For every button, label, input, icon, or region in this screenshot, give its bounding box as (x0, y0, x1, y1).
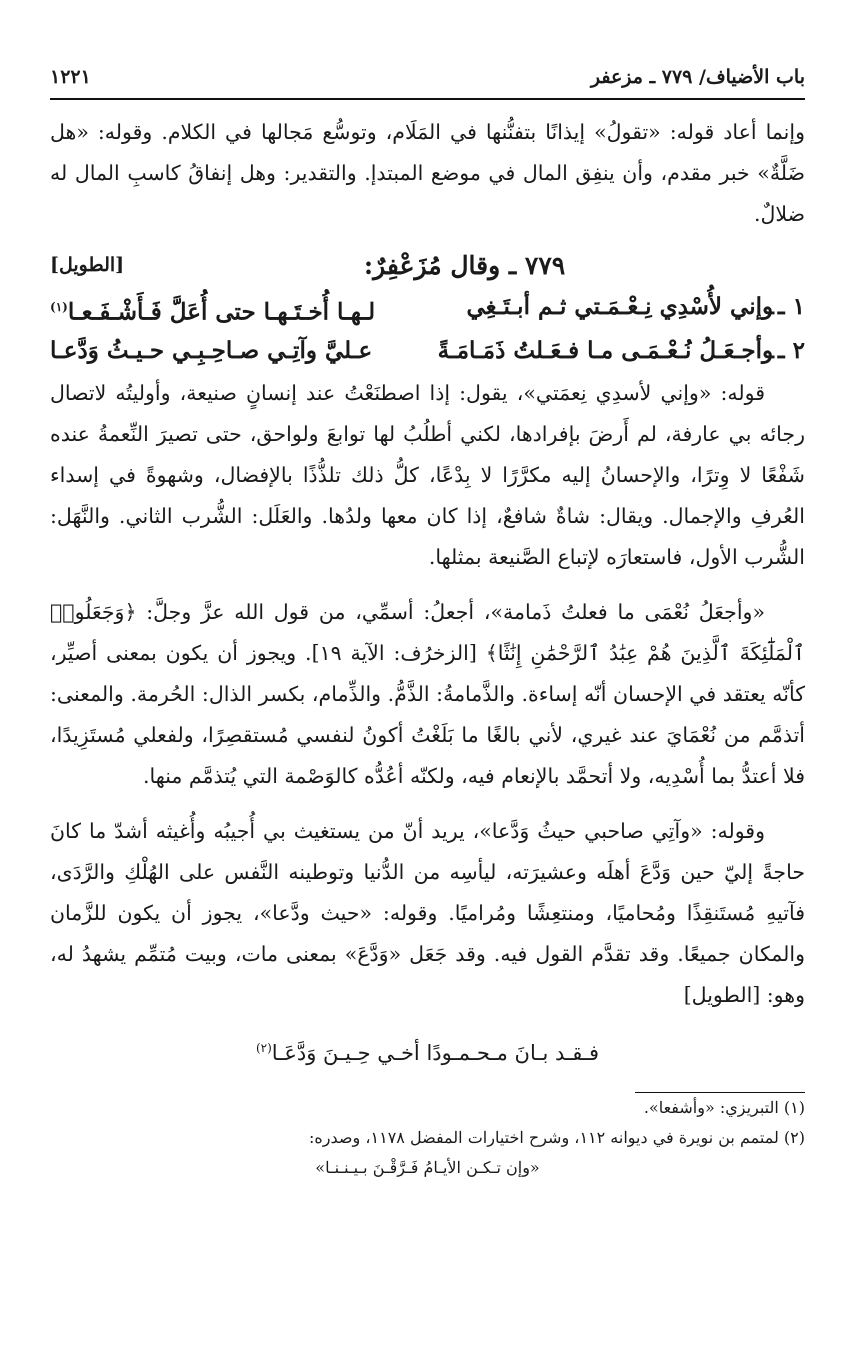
poem-meter: [الطويل] (50, 254, 125, 276)
verse-1 (50, 285, 805, 329)
verse-2-second-hemistich (50, 329, 372, 373)
paragraph-commentary-1: قوله: «وإني لأسدِي نِعمَتي»، يقول: إذا اصطنَعْتُ عند إنسانٍ صنيعة، وأوليتُه لاتصال رجائه بي عارفة، لم أَرضَ بإفرادها، لكني أطلُبُ لها توابعَ ولواحق، حتى تصيرَ النِّعمةُ عنده شَفْعًا لا وِترًا، والإحسانُ إليه مكرَّرًا لا بِدْعًا، كلُّ ذلك تلذُّذًا بالإفضال، وشهوةً في إسداء العُرفِ والإجمال. ويقال: شاةٌ شافعٌ، إذا كان معها ولدُها. والعَلَل: الشُّرب الثاني. والنَّهَل: الشُّرب الأول، فاستعارَه لإتباع الصَّنيعة بمثلها. (50, 381, 805, 569)
footnote-1: (١) التبريزي: «وأشفعا». (643, 1098, 805, 1117)
verse-1-number: ١ ـ (777, 293, 805, 320)
verse-2 (50, 329, 805, 373)
chapter-title: باب الأضياف/ ٧٧٩ ـ مزعفر (590, 66, 805, 88)
poem-title: ٧٧٩ ـ وقال مُزَعْفِرٌ: (363, 250, 566, 280)
verse-2-number: ٢ ـ (777, 337, 805, 364)
poem-title-row (50, 245, 805, 285)
verse-2-first-text: وأجـعَـلُ نُـعْـمَـى مـا فـعَـلتُ ذَمَـامَـةً (437, 337, 774, 364)
footnote-2-continuation: «وإن تـكـن الأيـامُ فَـرَّقْـنَ بـيـنـنـا» (315, 1158, 540, 1177)
footnote-2: (٢) لمتمم بن نويرة في ديوانه ١١٢، وشرح اختيارات المفضل ١١٧٨، وصدره: (309, 1128, 805, 1147)
verse-1-first-text: وإني لأُسْدِي نِـعْـمَـتي ثـم أبـتَـغِي (466, 293, 774, 320)
paragraph-commentary-2: «وأجعَلُ نُعْمَى ما فعلتُ ذَمامة»، أجعلُ: أسمِّي، من قول الله عزَّ وجلَّ: ﴿وَجَعَلُوا۟ ٱلْمَلَٰٓئِكَةَ ٱلَّذِينَ هُمْ عِبَٰدُ ٱلرَّحْمَٰنِ إِنَٰثًا﴾ [الزخرُف: الآية ١٩]. ويجوز أن يكون بمعنى أصيِّر، كأنّه يعتقد في الإحسان أنّه إساءة. والذَّمامةُ: الذَّمُّ. والذِّمام، بكسر الذال: الحُرمة. والمعنى: أتذمَّم من نُعْمَايَ عند غيري، لأني بالغًا ما بَلَغْتُ أكونُ لنفسي مُستقصِرًا، ولفعلي مُستَزِيدًا، فلا أعتدُّ بما أُسْدِيه، ولا أتحمَّد بالإنعام فيه، ولكنّه أعُدُّه كالوَصْمة التي يُتذمَّم منها. (50, 600, 805, 788)
footnote-ref-1[interactable]: (١) (50, 300, 68, 314)
verse-1-first-hemistich (467, 285, 806, 329)
quoted-verse-text: فـقـد بـانَ مـحـمـودًا أخـي حِـيـنَ وَدَّعَـا (271, 1041, 600, 1065)
book-page (50, 62, 805, 1183)
page-number: ١٢٢١ (50, 66, 91, 88)
verse-1-second-hemistich (50, 285, 375, 329)
paragraph-intro: وإنما أعاد قوله: «تقولُ» إيذانًا بتفنُّنها في المَلَام، وتوسُّع مَجالها في الكلام. وقوله: «هل ضَلَّةٌ» خبر مقدم، وأن ينفِق المال في موضع المبتدإ. والتقدير: وهل إنفاقُ كاسبِ المال له ضلالٌ. (50, 120, 805, 226)
running-header (50, 62, 805, 100)
paragraph-commentary-3: وقوله: «وآتِي صاحبي حيثُ وَدَّعا»، يريد أنّ من يستغيث بي أُجيبُه وأُغيثه أشدّ ما كانَ حاجةً إليّ حين وَدَّعَ أهلَه وعشيرَته، ليأسِه من الدُّنيا وتوطينه النَّفس على الهُلْكِ والرَّدَى، فآتيهِ مُستَنقِذًا ومُحاميًا، ومنتعِشًا ومُراميًا. وقوله: «حيث ودَّعا»، يجوز أن يكون للزَّمان والمكان جميعًا. وقد تقدَّم القول فيه. وقد جَعَل «وَدَّعَ» بمعنى مات، وبيت مُتمِّم يشهدُ له، وهو: [الطويل] (50, 819, 805, 1007)
quoted-verse (50, 1026, 805, 1070)
verse-1-second-text: لـهـا أُخـتَـهـا حتى أُعَلَّ فَـأَشْـفَـعـا (67, 298, 376, 326)
footnote-ref-2[interactable]: (٢) (255, 1041, 272, 1055)
verse-2-first-hemistich (438, 329, 805, 373)
verse-2-second-text: عـليَّ وآتِـي صـاحِـبِـي حـيـثُ وَدَّعـا (50, 337, 373, 364)
